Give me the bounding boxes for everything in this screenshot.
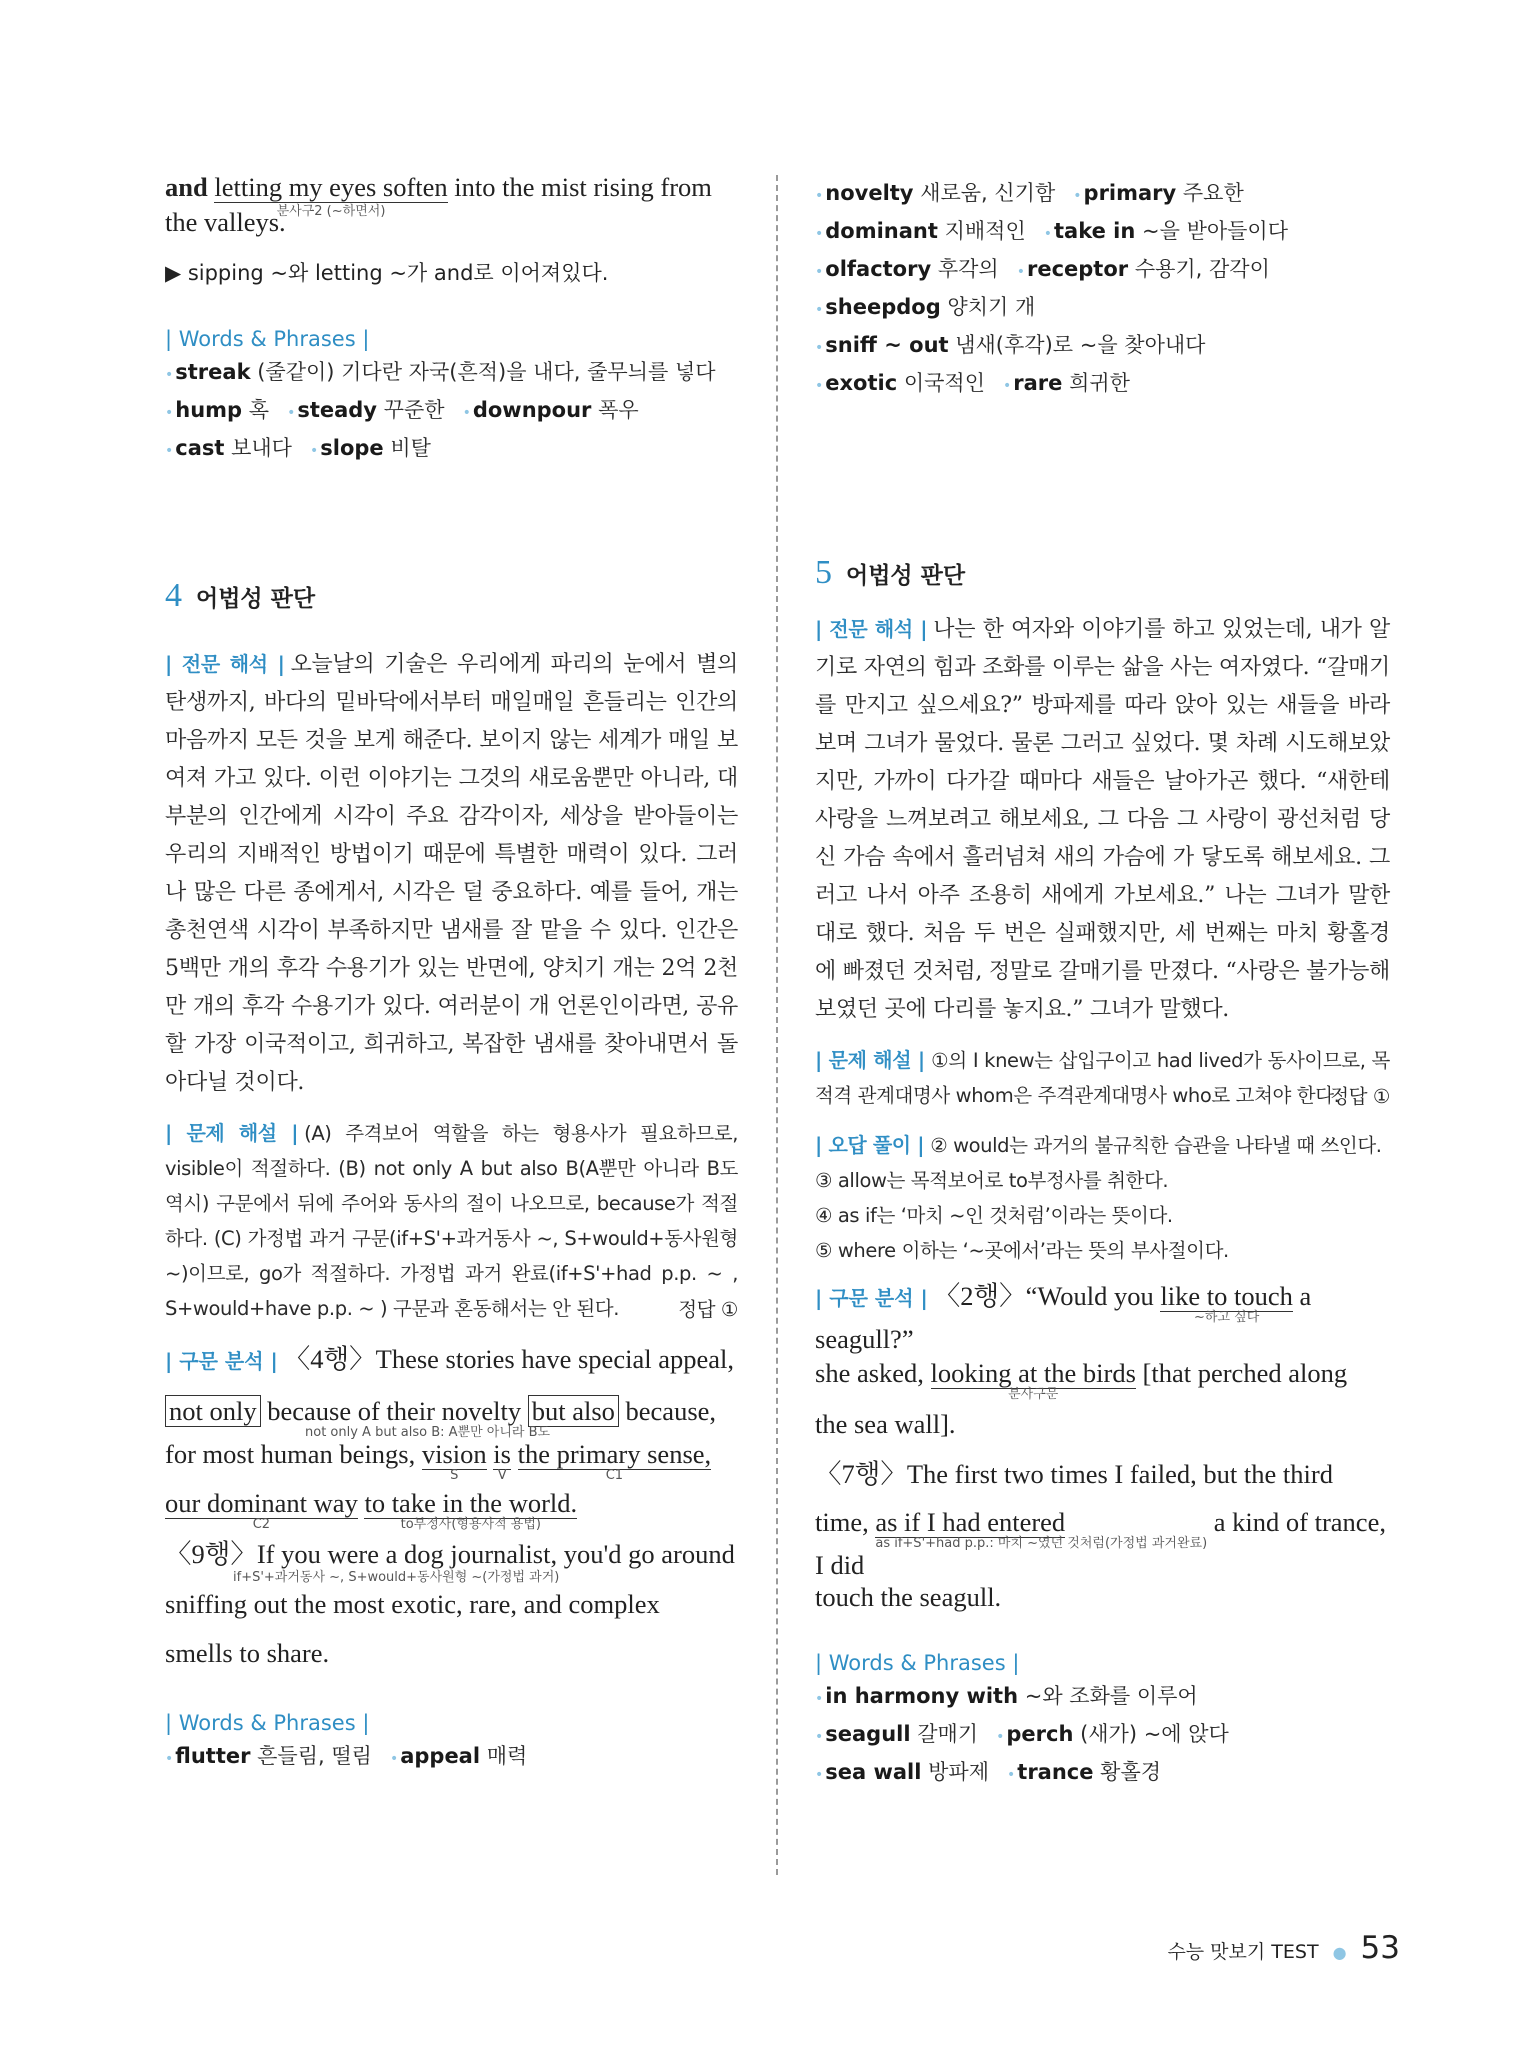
syntax-4-annotation1: not only A but also B: A뿐만 아니라 B도 [305,1425,551,1440]
word-line [815,328,1390,366]
but-also-box: but also [528,1395,619,1427]
bullet-icon: • [165,367,174,383]
syntax-5-line1a: 〈2행〉“Would you [933,1281,1161,1311]
words-phrases-2-list [165,1739,738,1777]
words-phrases-1-list [165,355,738,469]
bullet-icon: • [462,405,471,421]
section-4-explanation-label: | 문제 해설 | [165,1121,299,1145]
word-term: trance [1017,1760,1094,1784]
section-4-title: 어법성 판단 [196,586,316,612]
word-line [815,214,1390,252]
bullet-icon: • [165,1751,174,1767]
primary-label: C1 [605,1468,624,1483]
as-if-underlined: as if I had entered [875,1507,1066,1537]
bullet-icon: • [1003,378,1012,394]
footer-dot-icon: ● [1332,1943,1347,1962]
not-only-box: not only [165,1395,261,1427]
top-sentence-annotation: 분사구2 (~하면서) [276,204,386,219]
top-sentence-and: and [165,172,208,202]
word-term: downpour [472,398,592,422]
page-number: 53 [1360,1930,1400,1966]
syntax-4-line6: sniffing out the most exotic, rare, and complex [165,1589,660,1619]
syntax-4-end: because, [618,1396,717,1426]
word-term: receptor [1026,257,1129,281]
word-meaning: 이국적인 [897,371,985,395]
section-5-translation-text: 나는 한 여자와 이야기를 하고 있었는데, 내가 알기로 자연의 힘과 조화를 이루는 삶을 사는 여자였다. “갈매기를 만지고 싶으세요?” 방파제를 따라 앉아 있는 새들을 바라보며 그녀가 물었다. 물론 그러고 싶었다. 몇 차례 시도해보았지만, 가까이 다가갈 때마다 새들은 날아가곤 했다. “새한테 사랑을 느껴보려고 해보세요, 그 다음 그 사랑이 광선처럼 당신 가슴 속에서 흘러넘쳐 새의 가슴에 가 닿도록 해보세요. 그러고 나서 아주 조용히 새에게 가보세요.” 나는 그녀가 말한 대로 했다. 처음 두 번은 실패했지만, 세 번째는 마치 황홀경에 빠졌던 것처럼, 정말로 갈매기를 만졌다. “사랑은 불가능해 보였던 곳에 다리를 놓지요.” 그녀가 말했다. [815,617,1390,1022]
word-meaning: 냄새(후각)로 ~을 찾아내다 [948,333,1206,357]
syntax-4-line7: smells to share. [165,1638,330,1668]
syntax-4-line1: 〈4행〉These stories have special appeal, [283,1344,734,1374]
wrong-answer-1: ② would는 과거의 불규칙한 습관을 나타낼 때 쓰인다. [930,1134,1382,1157]
word-meaning: 갈매기 [910,1722,979,1746]
note: ▶ sipping ~와 letting ~가 and로 이어져있다. [165,261,609,285]
dominant-label: C2 [252,1517,271,1532]
syntax-4-line3a: for most human beings, [165,1439,422,1469]
word-line [815,1755,1390,1793]
word-meaning: 수용기, 감각이 [1128,257,1270,281]
section-5-heading [815,554,1390,592]
bullet-icon: • [287,405,296,421]
bullet-icon: • [815,1767,824,1783]
words-phrases-right-heading: | Words & Phrases | [815,1651,1020,1675]
syntax-5-line1b: a seagull?” [815,1281,1312,1354]
word-line [165,431,738,469]
word-term: in harmony with [825,1684,1019,1708]
left-column [165,170,738,1777]
word-line [815,252,1390,290]
section-5-wrong-answers [815,1128,1390,1268]
word-term: seagull [825,1722,911,1746]
section-4-syntax [165,1341,738,1671]
word-line [165,1739,738,1777]
section-4-translation-label: | 전문 해석 | [165,652,285,676]
word-meaning: 비탈 [383,436,431,460]
word-meaning: 후각의 [931,257,999,281]
page-footer [1167,1930,1400,1966]
word-meaning: (새가) ~에 앉다 [1073,1722,1229,1746]
word-meaning: ~와 조화를 이루어 [1018,1684,1198,1708]
section-5-explanation-text: ①의 I knew는 삽입구이고 had lived가 동사이므로, 목적격 관계대명사 whom은 주격관계대명사 who로 고쳐야 한다. [815,1049,1390,1107]
word-term: sniff ~ out [825,333,949,357]
word-term: olfactory [825,257,932,281]
top-sentence [165,170,738,239]
word-term: take in [1054,219,1136,243]
word-meaning: 보내다 [224,436,292,460]
bullet-icon: • [165,443,174,459]
bullet-icon: • [815,302,824,318]
like-to-touch-label: ~하고 싶다 [1194,1310,1260,1325]
word-term: exotic [825,371,898,395]
word-meaning: 양치기 개 [940,295,1036,319]
bullet-icon: • [165,405,174,421]
word-meaning: 새로움, 신기함 [913,181,1056,205]
section-4-syntax-label: | 구문 분석 | [165,1349,278,1373]
word-term: steady [297,398,378,422]
word-line [815,366,1390,404]
word-line [165,355,738,393]
looking-underlined: looking at the birds [930,1358,1136,1388]
section-5-answer: 정답 ① [1330,1085,1390,1108]
section-5-title: 어법성 판단 [846,563,966,589]
syntax-5-line2a: she asked, [815,1358,931,1388]
top-sentence-line2: the valleys. [165,207,286,237]
bullet-icon: • [1007,1767,1016,1783]
primary-underlined: the primary sense, [517,1439,712,1469]
word-meaning: 방파제 [921,1760,990,1784]
as-if-label: as if+S'+had p.p.: 마치 ~였던 것처럼(가정법 과거완료) [875,1536,1208,1551]
section-4-answer: 정답 ① [678,1298,738,1321]
word-meaning: 황홀경 [1093,1760,1162,1784]
bullet-icon: • [1073,188,1082,204]
word-term: flutter [175,1744,251,1768]
column-divider [776,175,778,1875]
word-meaning: ~을 받아들이다 [1135,219,1289,243]
wrong-answer-4: ⑤ where 이하는 ‘~곳에서’라는 뜻의 부사절이다. [815,1239,1229,1262]
bullet-icon: • [815,378,824,394]
section-4-translation [165,645,738,1102]
word-term: perch [1006,1722,1074,1746]
word-term: primary [1083,181,1177,205]
word-meaning: 희귀한 [1062,371,1130,395]
to-take-label: to부정사(형용사적 용법) [400,1517,541,1532]
words-phrases-right [815,1651,1390,1793]
word-meaning: (줄같이) 기다란 자국(흔적)을 내다, 줄무늬를 넣다 [250,360,716,384]
word-term: novelty [825,181,914,205]
word-term: dominant [825,219,938,243]
section-4-translation-text: 오늘날의 기술은 우리에게 파리의 눈에서 별의 탄생까지, 바다의 밑바닥에서부터 매일매일 흔들리는 인간의 마음까지 모든 것을 보게 해준다. 보이지 않는 세계가 매일 보여져 가고 있다. 이런 이야기는 그것의 새로움뿐만 아니라, 대부분의 인간에게 시각이 주요 감각이자, 세상을 받아들이는 우리의 지배적인 방법이기 때문에 특별한 매력이 있다. 그러나 많은 다른 종에게서, 시각은 덜 중요하다. 예를 들어, 개는 총천연색 시각이 부족하지만 냄새를 잘 맡을 수 있다. 인간은 5백만 개의 후각 수용기가 있는 반면에, 양치기 개는 2억 2천만 개의 후각 수용기가 있다. 여러분이 개 언론인이라면, 공유할 가장 이국적이고, 희귀하고, 복잡한 냄새를 찾아내면서 돌아다닐 것이다. [165,652,738,1095]
word-term: rare [1013,371,1063,395]
vision-label: S [450,1468,459,1483]
words-phrases-right-list [815,1679,1390,1793]
vision-underlined: vision [421,1439,487,1469]
word-meaning: 주요한 [1176,181,1244,205]
words-phrases-1 [165,327,738,469]
section-5-translation-label: | 전문 해석 | [815,617,928,641]
word-meaning: 지배적인 [937,219,1026,243]
section-4-number: 4 [165,577,182,614]
section-4-heading [165,577,738,615]
word-term: sheepdog [825,295,941,319]
syntax-5-line4: 〈7행〉The first two times I failed, but the third [815,1459,1333,1489]
word-term: hump [175,398,243,422]
syntax-4-line5: 〈9행〉If you were a dog journalist, you'd go around [165,1539,735,1569]
words-phrases-1-heading: | Words & Phrases | [165,327,370,351]
words-phrases-2 [165,1711,738,1777]
words-phrases-right-top [815,176,1390,404]
to-take-underlined: to take in the world. [364,1488,578,1518]
section-4-explanation-text: (A) 주격보어 역할을 하는 형용사가 필요하므로, visible이 적절하다. (B) not only A but also B(A뿐만 아니라 B도 역시) 구문에서 뒤에 주어와 동사의 절이 나오므로, because가 적절하다. (C) 가정법 과거 구문(if+S'+과거동사 ~, S+would+동사원형 ~)이므로, go가 적절하다. 가정법 과거 완료(if+S'+had p.p. ~ , S+would+have p.p. ~ ) 구문과 혼동해서는 안 된다. [165,1122,738,1320]
bullet-icon: • [815,1691,824,1707]
syntax-5-line6: touch the seagull. [815,1582,1002,1612]
bullet-icon: • [815,1729,824,1745]
syntax-5-line2b: [that perched along [1135,1358,1348,1388]
word-meaning: 혹 [242,398,270,422]
word-term: sea wall [825,1760,922,1784]
is-label: V [497,1468,507,1483]
bullet-icon: • [815,340,824,356]
like-to-touch-underlined: like to touch [1160,1281,1293,1311]
word-line [815,290,1390,328]
syntax-5-line3: the sea wall]. [815,1409,956,1439]
word-term: streak [175,360,251,384]
is-underlined: is [493,1439,511,1469]
section-5-syntax [815,1282,1390,1615]
section-5-syntax-label: | 구문 분석 | [815,1286,928,1310]
bullet-icon: • [389,1751,399,1767]
word-meaning: 매력 [480,1744,528,1768]
section-5-translation [815,610,1390,1029]
wrong-answer-3: ④ as if는 ‘마치 ~인 것처럼’이라는 뜻이다. [815,1204,1173,1227]
wrong-answer-2: ③ allow는 목적보어로 to부정사를 취한다. [815,1169,1169,1192]
words-phrases-2-heading: | Words & Phrases | [165,1711,370,1735]
word-line [815,1717,1390,1755]
bullet-icon: • [309,443,319,459]
footer-label: 수능 맛보기 TEST [1167,1941,1319,1963]
top-sentence-rest: into the mist rising from [447,172,712,202]
word-term: slope [320,436,384,460]
bullet-icon: • [815,226,824,242]
section-5-explanation [815,1043,1390,1113]
bullet-icon: • [996,1729,1005,1745]
syntax-4-mid: because of their novelty [260,1396,528,1426]
bullet-icon: • [815,188,824,204]
section-5-explanation-label: | 문제 해설 | [815,1048,925,1072]
dominant-underlined: our dominant way [165,1488,358,1518]
word-line [815,176,1390,214]
syntax-4-annotation5: if+S'+과거동사 ~, S+would+동사원형 ~(가정법 과거) [233,1570,560,1585]
word-meaning: 흔들림, 떨림 [250,1744,372,1768]
word-term: cast [175,436,225,460]
right-column [815,176,1390,1793]
bullet-icon: • [815,264,824,280]
looking-label: 분사구문 [1008,1387,1059,1402]
word-meaning: 폭우 [591,398,639,422]
bullet-icon: • [1043,226,1053,242]
top-sentence-underlined: letting my eyes soften [214,172,448,202]
syntax-5-line5b: a kind of trance, I did [815,1507,1386,1580]
section-5-number: 5 [815,554,832,591]
word-line [815,1679,1390,1717]
bullet-icon: • [1016,264,1025,280]
word-term: appeal [400,1744,481,1768]
word-meaning: 꾸준한 [377,398,445,422]
section-5-wrong-label: | 오답 풀이 | [815,1133,925,1157]
syntax-5-line5a: time, [815,1507,876,1537]
word-line [165,393,738,431]
